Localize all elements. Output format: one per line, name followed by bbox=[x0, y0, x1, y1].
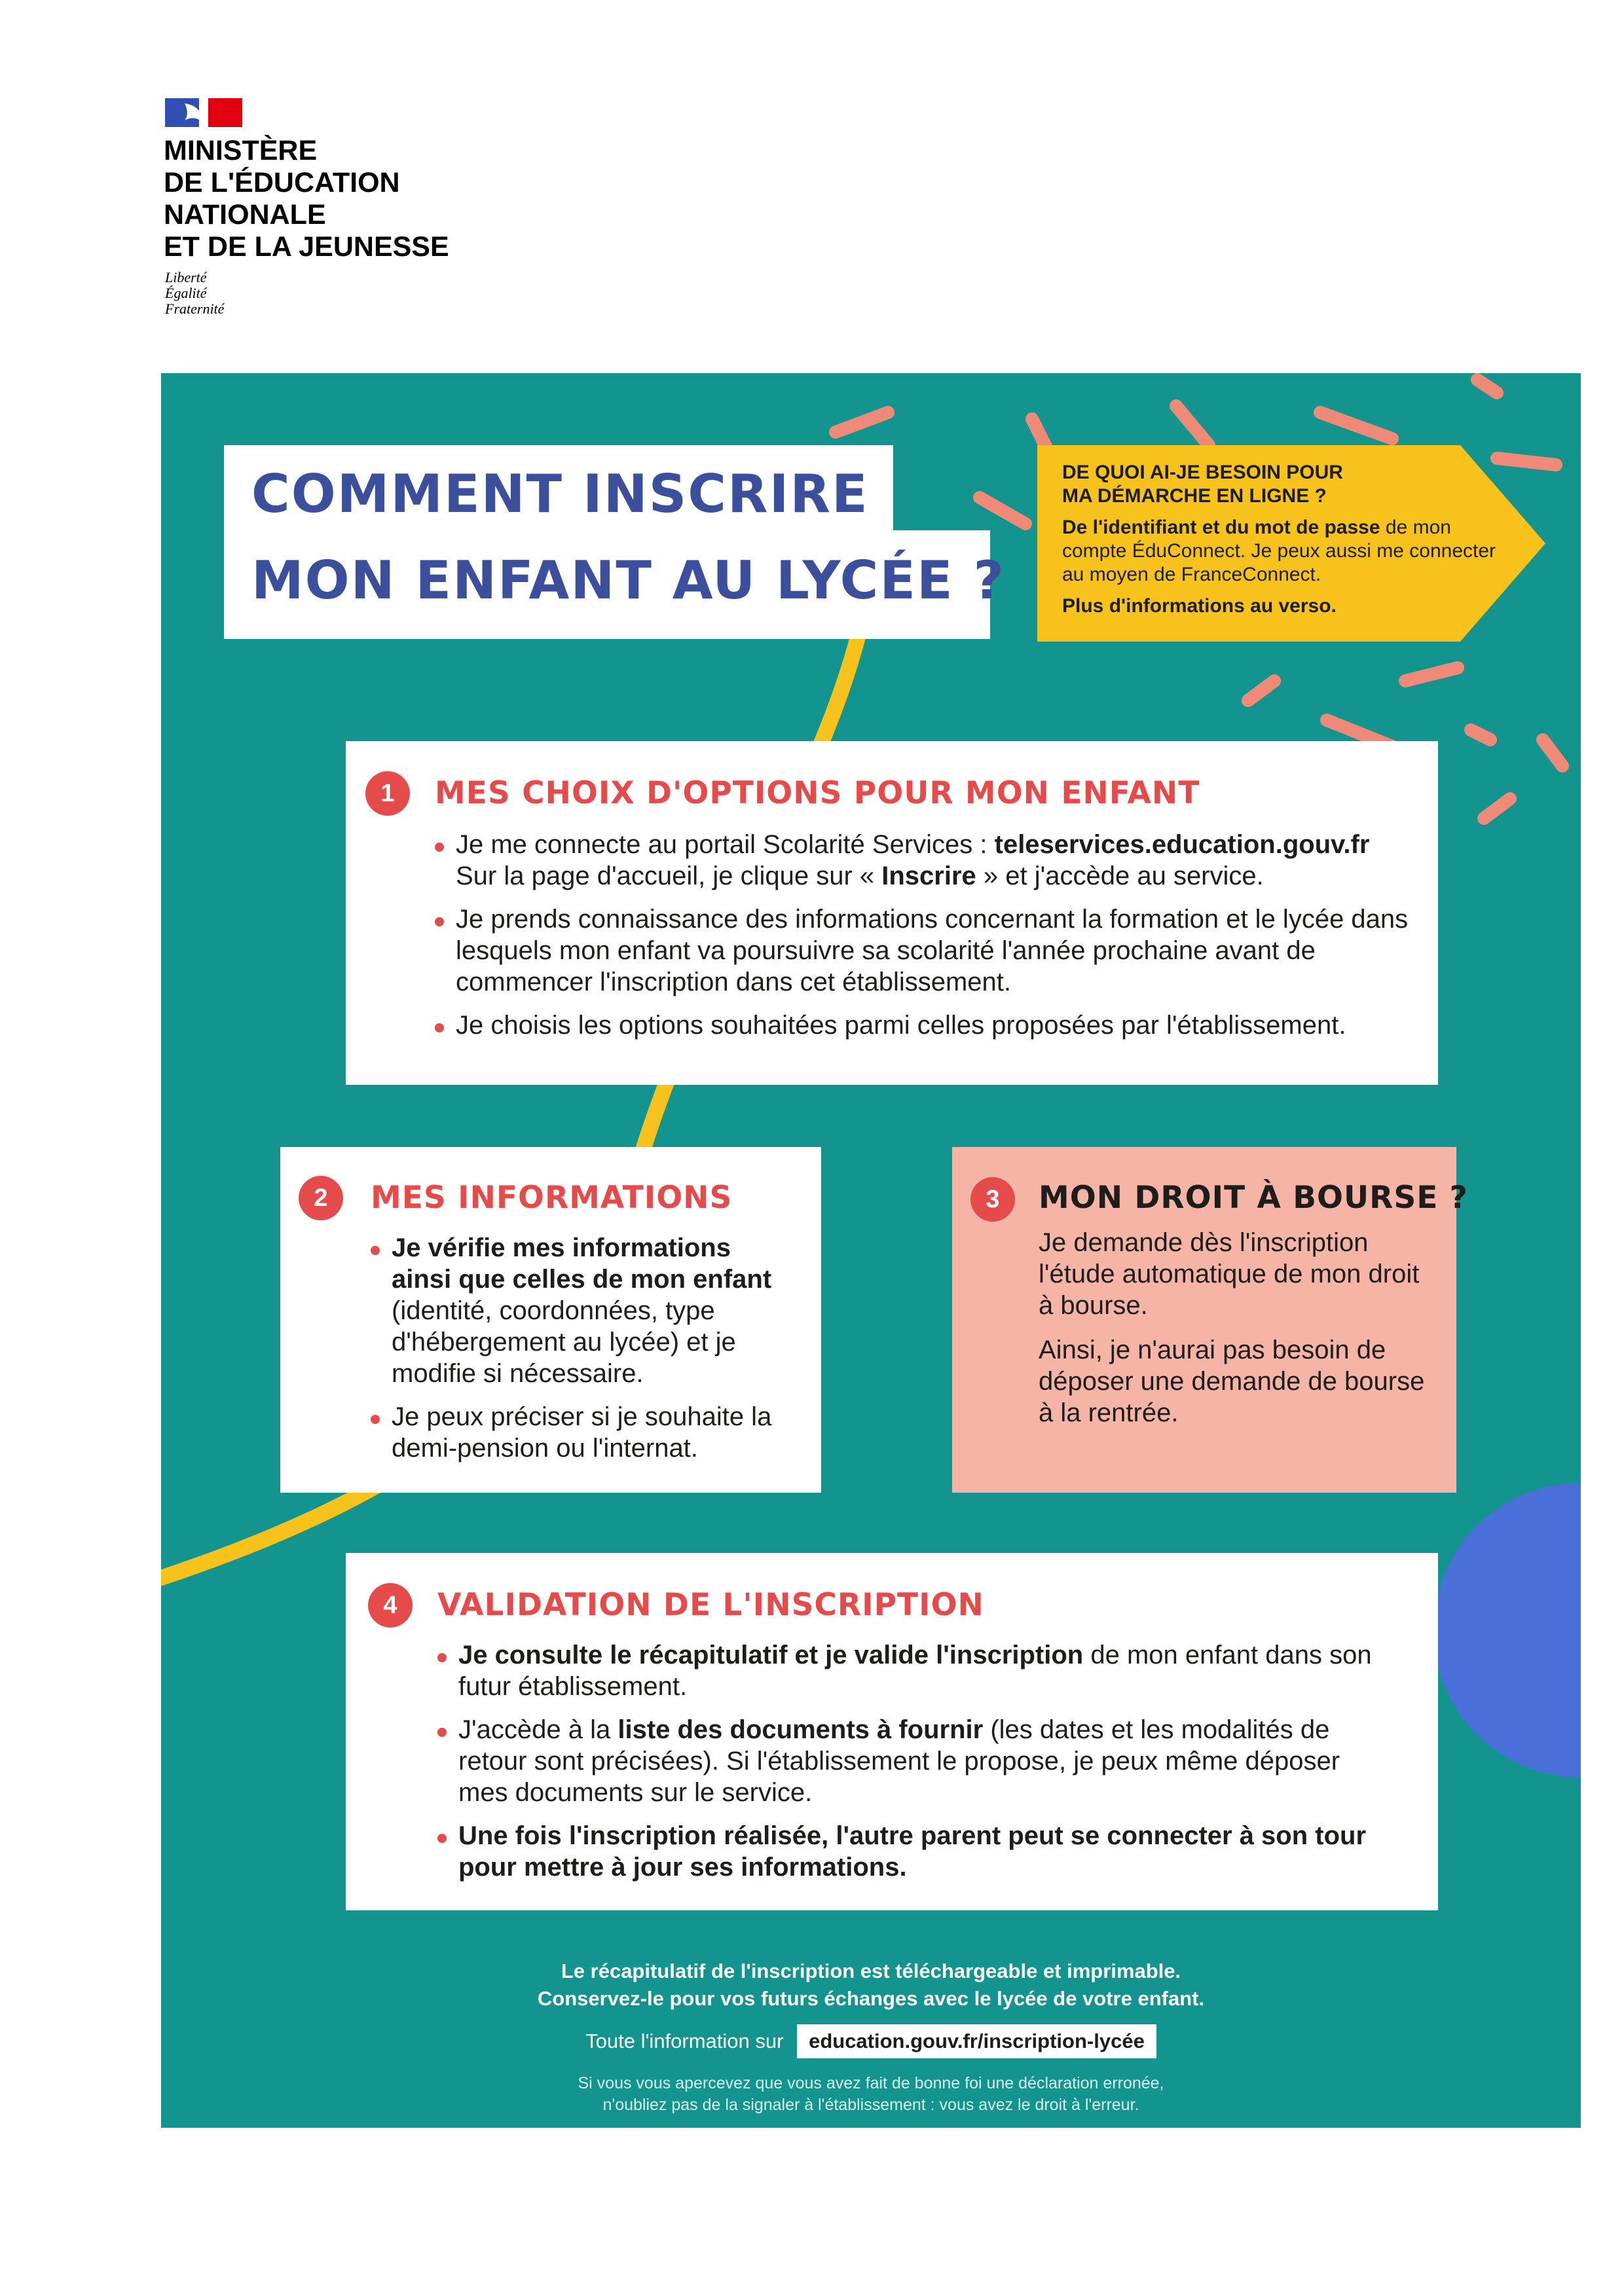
footer-disclaimer bbox=[161, 2073, 1581, 2116]
step1-b1-text2: Sur la page d'accueil, je clique sur « bbox=[456, 862, 882, 890]
step1-b2: Je prends connaissance des informations concernant la formation et le lycée dans lesquels mon enfant va poursuivre sa scolarité l'année prochaine avant de commencer l'inscription dans cet établissement. bbox=[456, 905, 1409, 996]
step3-card bbox=[952, 1147, 1468, 1493]
step3-title: MON DROIT À BOURSE ? bbox=[1039, 1180, 1468, 1216]
step1-bullets bbox=[435, 829, 1417, 1053]
bullet-dot-icon bbox=[435, 917, 444, 926]
step4-b1-bold: Je consulte le récapitulatif et je valide l'inscription bbox=[458, 1641, 1084, 1669]
step2-b1-bold: Je vérifie mes informations ainsi que celles de mon enfant bbox=[392, 1233, 772, 1294]
step1-card bbox=[346, 741, 1438, 1085]
ministry-name-line: DE L'ÉDUCATION bbox=[164, 167, 400, 198]
bullet-dot-icon bbox=[371, 1415, 380, 1424]
inscription-link[interactable]: education.gouv.fr/inscription-lycée bbox=[797, 2024, 1156, 2058]
step3-number: 3 bbox=[970, 1177, 1015, 1222]
requirements-more-info: Plus d'informations au verso. bbox=[1062, 595, 1337, 617]
step2-b2: Je peux préciser si je souhaite la demi-pension ou l'internat. bbox=[392, 1402, 772, 1463]
footer-info-row bbox=[161, 2024, 1581, 2058]
title-line1: COMMENT INSCRIRE bbox=[251, 464, 869, 524]
requirements-question-line2: MA DÉMARCHE EN LIGNE ? bbox=[1062, 485, 1327, 507]
bullet-dot-icon bbox=[435, 843, 444, 852]
title-line2: MON ENFANT AU LYCÉE ? bbox=[251, 550, 1005, 611]
list-item bbox=[437, 1820, 1393, 1883]
republic-motto bbox=[165, 270, 224, 317]
step4-b2-rest: (les dates et les modalités de retour sont précisées). Si l'établissement le propose, je peux même déposer mes documents sur le service. bbox=[458, 1715, 1340, 1807]
requirements-question-line1: DE QUOI AI-JE BESOIN POUR bbox=[1062, 462, 1343, 483]
motto-line: Liberté bbox=[165, 269, 207, 285]
requirements-question bbox=[1062, 461, 1514, 508]
step1-b3: Je choisis les options souhaitées parmi celles proposées par l'établissement. bbox=[456, 1011, 1346, 1040]
footer-disclaimer-line2: n'oubliez pas de la signaler à l'établissement : vous avez le droit à l'erreur. bbox=[602, 2096, 1139, 2114]
list-item bbox=[371, 1401, 790, 1464]
step2-b1-rest: (identité, coordonnées, type d'hébergement au lycée) et je modifie si nécessaire. bbox=[392, 1296, 736, 1388]
ministry-name-line: NATIONALE bbox=[164, 199, 326, 230]
step4-title: VALIDATION DE L'INSCRIPTION bbox=[437, 1587, 984, 1623]
footer-info-label: Toute l'information sur bbox=[585, 2030, 784, 2052]
step2-number: 2 bbox=[299, 1176, 343, 1220]
list-item bbox=[435, 903, 1417, 998]
footer-line2: Conservez-le pour vos futurs échanges avec le lycée de votre enfant. bbox=[537, 1987, 1205, 2010]
step4-b1-rest: de mon enfant dans son futur établissement. bbox=[458, 1641, 1372, 1701]
list-item bbox=[435, 1010, 1417, 1041]
title-line2-box bbox=[224, 530, 1005, 639]
bullet-dot-icon bbox=[437, 1653, 447, 1662]
step4-number: 4 bbox=[368, 1583, 413, 1628]
requirements-answer-rest: de mon compte ÉduConnect. Je peux aussi me connecter au moyen de FranceConnect. bbox=[1062, 517, 1496, 585]
list-item bbox=[371, 1232, 790, 1389]
step4-b2-pre: J'accède à la bbox=[458, 1715, 618, 1744]
step1-number: 1 bbox=[365, 771, 410, 816]
step1-title: MES CHOIX D'OPTIONS POUR MON ENFANT bbox=[435, 775, 1200, 811]
title-line1-box bbox=[224, 445, 893, 542]
list-item bbox=[437, 1639, 1393, 1702]
step4-bullets bbox=[437, 1639, 1393, 1895]
requirements-answer-bold: De l'identifiant et du mot de passe bbox=[1062, 517, 1380, 538]
bullet-dot-icon bbox=[435, 1023, 444, 1032]
ministry-name-line: ET DE LA JEUNESSE bbox=[164, 231, 449, 263]
step1-b1-text3: » et j'accède au service. bbox=[976, 862, 1264, 890]
step4-b2-bold: liste des documents à fournir bbox=[618, 1715, 984, 1744]
motto-line: Fraternité bbox=[165, 301, 225, 317]
bullet-dot-icon bbox=[437, 1834, 447, 1843]
poster-title-card bbox=[224, 445, 1005, 639]
requirements-callout bbox=[1037, 445, 1545, 642]
step3-paragraph1: Je demande dès l'inscription l'étude automatique de mon droit à bourse. bbox=[1039, 1228, 1420, 1320]
step1-b1-text: Je me connecte au portail Scolarité Services : bbox=[456, 830, 995, 859]
portal-link[interactable]: teleservices.education.gouv.fr bbox=[994, 830, 1370, 859]
bullet-dot-icon bbox=[371, 1246, 380, 1255]
step2-title: MES INFORMATIONS bbox=[371, 1180, 733, 1216]
step3-paragraph2: Ainsi, je n'aurai pas besoin de déposer une demande de bourse à la rentrée. bbox=[1039, 1336, 1425, 1427]
step1-b1-bold2: Inscrire bbox=[881, 862, 976, 890]
footer-line1: Le récapitulatif de l'inscription est téléchargeable et imprimable. bbox=[561, 1959, 1181, 1982]
motto-line: Égalité bbox=[165, 285, 207, 301]
ministry-name-line: MINISTÈRE bbox=[164, 135, 318, 166]
marianne-flag-logo bbox=[165, 98, 242, 127]
requirements-answer bbox=[1062, 516, 1514, 587]
footer-disclaimer-line1: Si vous vous apercevez que vous avez fait de bonne foi une déclaration erronée, bbox=[578, 2074, 1164, 2092]
poster-footer bbox=[161, 1958, 1581, 2116]
step2-card bbox=[280, 1147, 821, 1493]
list-item bbox=[437, 1714, 1393, 1808]
bullet-dot-icon bbox=[437, 1728, 447, 1737]
list-item bbox=[435, 829, 1417, 892]
ministry-name bbox=[164, 135, 530, 263]
step2-bullets bbox=[371, 1232, 790, 1476]
requirements-text bbox=[1062, 461, 1514, 626]
step4-b3: Une fois l'inscription réalisée, l'autre parent peut se connecter à son tour pour mettre à jour ses informations. bbox=[458, 1821, 1367, 1882]
step4-card bbox=[346, 1553, 1438, 1910]
